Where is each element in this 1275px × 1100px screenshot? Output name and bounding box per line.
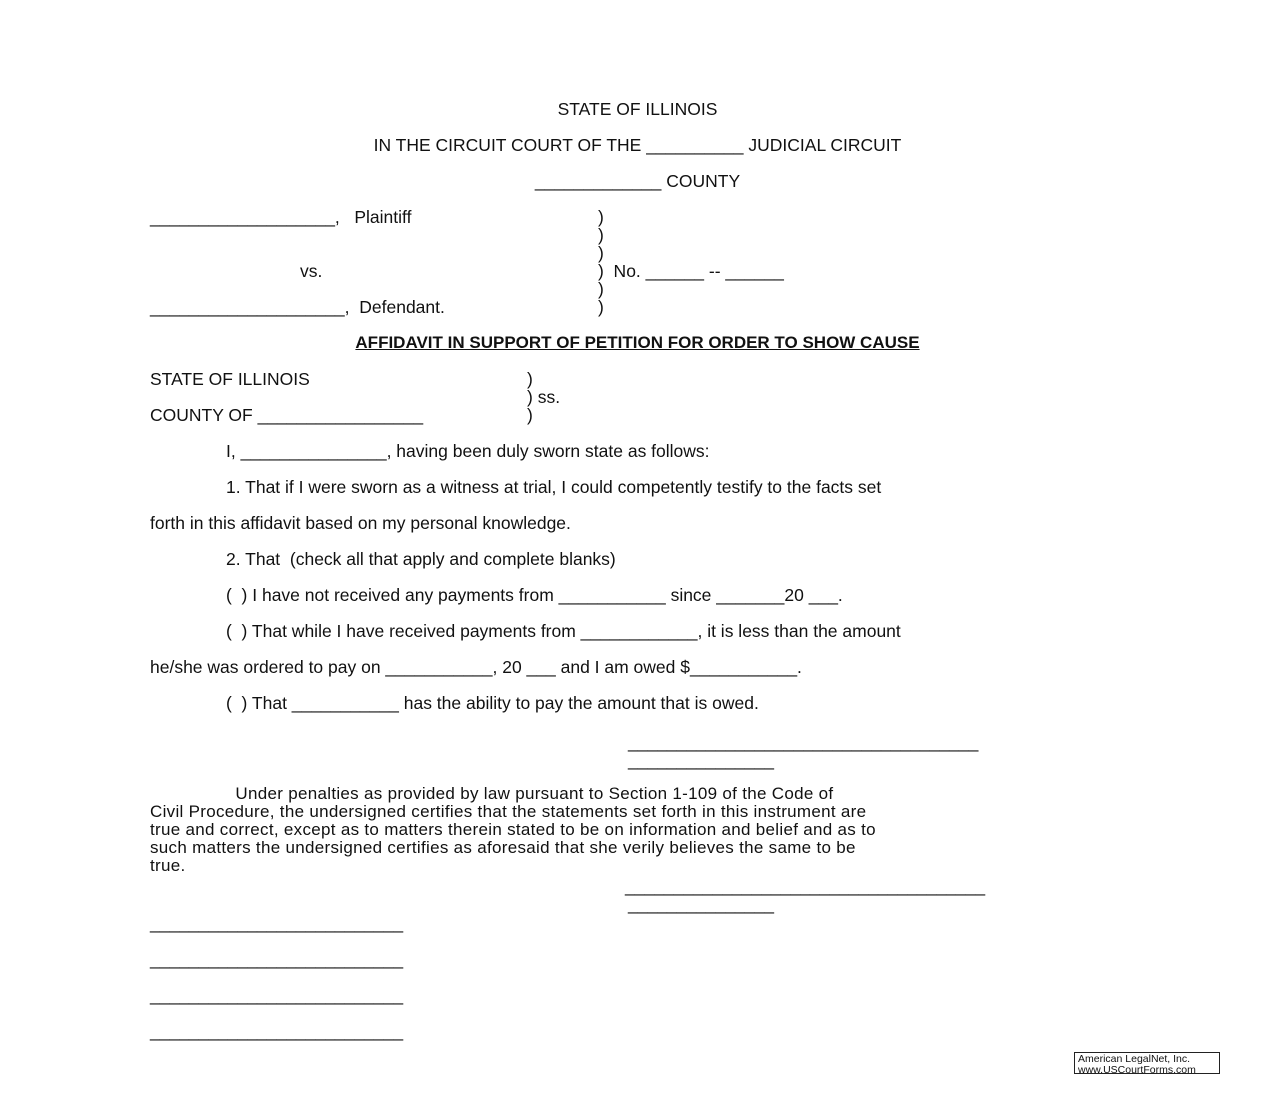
plaintiff-line: ___________________, Plaintiff [150,207,412,227]
defendant-line: ____________________, Defendant. [150,297,445,317]
venue-ss: ) ss. [527,387,561,407]
footer-badge [1074,1052,1220,1074]
signature-line: _______________ [628,894,774,914]
caption-paren: ) [598,225,604,245]
address-line: __________________________ [150,913,404,933]
caption-paren: ) [598,279,604,299]
badge-company: American LegalNet, Inc. [1078,1053,1191,1065]
vs-label: vs. [300,261,323,281]
address-line: __________________________ [150,949,404,969]
signature-line: _____________________________________ [625,876,986,896]
header-state: STATE OF ILLINOIS [557,99,718,119]
venue-paren: ) [527,369,533,389]
option-partial-payments-cont: he/she was ordered to pay on ___________, 20 ___ and I am owed $___________. [150,657,802,677]
venue-paren: ) [527,405,533,425]
item-1-cont: forth in this affidavit based on my personal knowledge. [150,513,571,533]
caption-paren: ) [598,297,604,317]
caption-paren: ) [598,207,604,227]
option-ability-to-pay: ( ) That ___________ has the ability to pay the amount that is owed. [226,693,759,713]
certification-text: Under penalties as provided by law pursuant to Section 1-109 of the Code of [150,784,834,803]
venue-state: STATE OF ILLINOIS [150,369,310,389]
option-no-payments: ( ) I have not received any payments from ___________ since _______20 ___. [226,585,843,605]
badge-url: www.USCourtForms.com [1078,1064,1196,1076]
intro: I, _______________, having been duly sworn state as follows: [226,441,710,461]
signature-line: _______________ [628,750,774,770]
item-1: 1. That if I were sworn as a witness at trial, I could competently testify to the facts set [226,477,882,497]
option-partial-payments: ( ) That while I have received payments from ____________, it is less than the amount [226,621,901,641]
address-line: __________________________ [150,1021,404,1041]
venue-county: COUNTY OF _________________ [150,405,424,425]
caption-paren: ) [598,243,604,263]
certification-text: such matters the undersigned certifies as aforesaid that she verily believes the same to be [150,838,856,857]
certification-text: Civil Procedure, the undersigned certifies that the statements set forth in this instrument are [150,802,867,821]
signature-line: ____________________________________ [628,732,979,752]
header-court: IN THE CIRCUIT COURT OF THE __________ JUDICIAL CIRCUIT [373,135,902,155]
item-2: 2. That (check all that apply and complete blanks) [226,549,616,569]
document-title: AFFIDAVIT IN SUPPORT OF PETITION FOR ORDER TO SHOW CAUSE [355,333,920,352]
header-county: _____________ COUNTY [534,171,741,191]
case-number: ) No. ______ -- ______ [598,261,784,281]
address-line: __________________________ [150,985,404,1005]
certification-text: true. [150,856,186,875]
certification-text: true and correct, except as to matters therein stated to be on information and belief and as to [150,820,876,839]
